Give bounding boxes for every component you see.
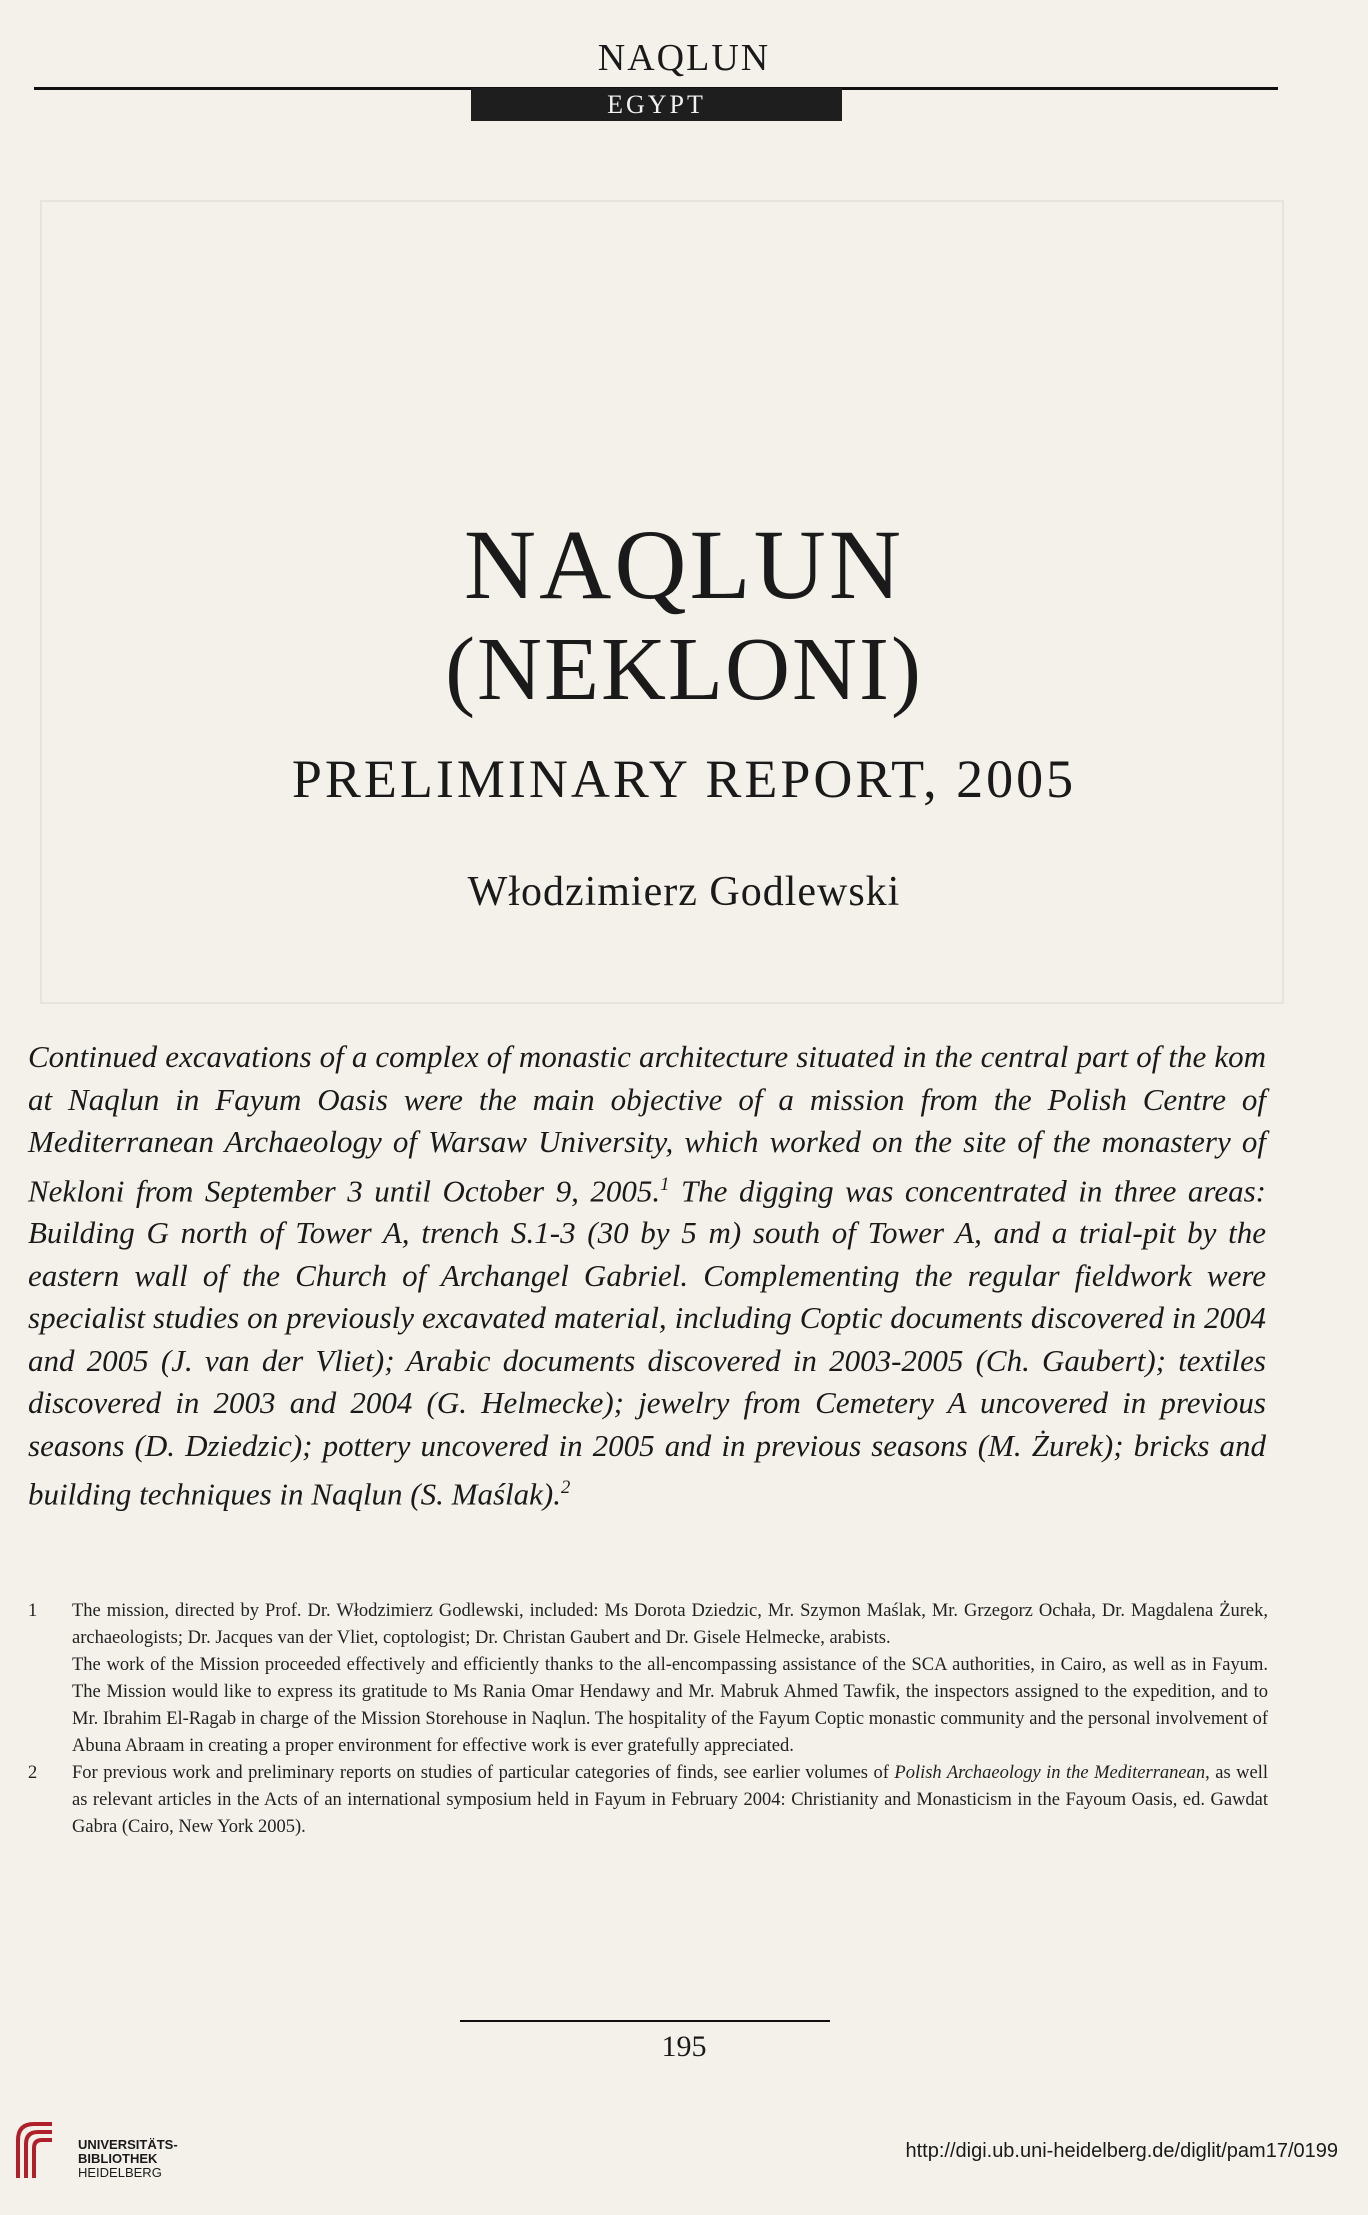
footnote-1 <box>28 1598 1268 1760</box>
footnote-1-paragraph-1: The mission, directed by Prof. Dr. Włodzimierz Godlewski, included: Ms Dorota Dziedzic, Mr. Szymon Maślak, Mr. Grzegorz Ochała, Dr. Magdalena Żurek, archaeologists; Dr. Jacques van der Vliet, coptologist; Dr. Christan Gaubert and Dr. Gisele Helmecke, arabists. <box>72 1601 1268 1648</box>
section-banner: EGYPT <box>471 88 842 121</box>
footnote-number: 1 <box>28 1601 38 1621</box>
abstract-paragraph <box>28 1036 1266 1516</box>
footnote-2 <box>28 1760 1268 1841</box>
article-title: NAQLUN <box>463 509 905 620</box>
abstract-text-part1: Continued excavations of a complex of monastic architecture situated in the central part of the kom at Naqlun in Fayum Oasis were the main objective of a mission from the Polish Centre of Mediterranean Archaeology of Warsaw University, which worked on the site of the monastery of Nekloni from September 3 until October 9, 2005. <box>28 1039 1266 1208</box>
footnote-number: 2 <box>28 1763 38 1783</box>
page-number: 195 <box>661 2030 707 2063</box>
footnote-2-text-post: , as well as relevant articles in the Acts of an international symposium held in Fayum in February 2004: Christianity and Monasticism in the Fayoum Oasis, ed. Gawdat Gabra (Cairo, New York 2005). <box>72 1763 1269 1837</box>
library-logo-icon <box>14 2118 56 2182</box>
source-url-link[interactable]: http://digi.ub.uni-heidelberg.de/diglit/pam17/0199 <box>905 2140 1338 2162</box>
article-subtitle: (NEKLONI) <box>445 620 923 719</box>
footnote-2-journal-title: Polish Archaeology in the Mediterranean <box>894 1763 1206 1783</box>
author-name: Włodzimierz Godlewski <box>467 869 901 915</box>
footnote-ref-1[interactable]: 1 <box>660 1173 670 1195</box>
footnote-ref-2[interactable]: 2 <box>560 1477 571 1499</box>
footer-rule <box>460 2020 830 2022</box>
footnote-2-text-pre: For previous work and preliminary reports on studies of particular categories of finds, see earlier volumes of <box>72 1763 895 1783</box>
footnotes <box>28 1598 1268 1841</box>
running-header-title: NAQLUN <box>597 37 771 79</box>
library-name: UNIVERSITÄTS- BIBLIOTHEK HEIDELBERG <box>78 2137 178 2180</box>
abstract-text-part2: The digging was concentrated in three areas: Building G north of Tower A, trench S.1-3 (30 by 5 m) south of Tower A, and a trial-pit by the eastern wall of the Church of Archangel Gabriel. Complementing the regular fieldwork were specialist studies on previously excavated material, including Coptic documents discovered in 2004 and 2005 (J. van der Vliet); Arabic documents discovered in 2003-2005 (Ch. Gaubert); textiles discovered in 2003 and 2004 (G. Helmecke); jewelry from Cemetery A uncovered in previous seasons (D. Dziedzic); pottery uncovered in 2005 and in previous seasons (M. Żurek); bricks and building techniques in Naqlun (S. Maślak). <box>28 1172 1266 1512</box>
footnote-1-paragraph-2: The work of the Mission proceeded effectively and efficiently thanks to the all-encompassing assistance of the SCA authorities, in Cairo, as well as in Fayum. The Mission would like to express its gratitude to Ms Rania Omar Hendawy and Mr. Mabruk Ahmed Tawfik, the inspectors assigned to the expedition, and to Mr. Ibrahim El-Ragab in charge of the Mission Storehouse in Naqlun. The hospitality of the Fayum Coptic monastic community and the personal involvement of Abuna Abraam in creating a proper environment for effective work is ever gratefully appreciated. <box>72 1655 1268 1756</box>
report-heading: PRELIMINARY REPORT, 2005 <box>291 749 1077 809</box>
